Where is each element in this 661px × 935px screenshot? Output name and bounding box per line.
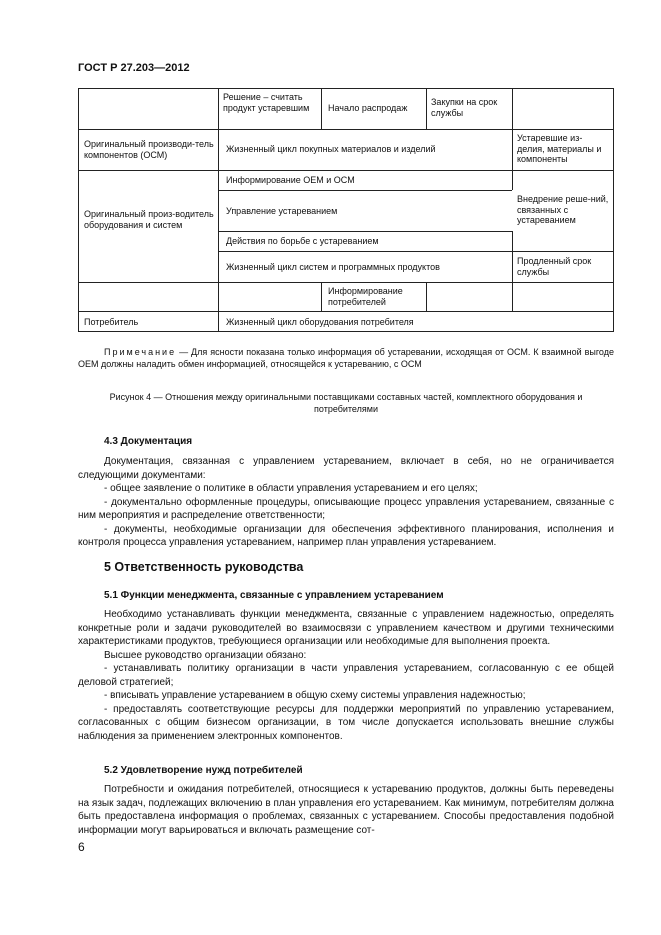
- list-item: - устанавливать политику организации в части управления устареванием, согласованную с ее общей деловой стратегией;: [78, 663, 614, 688]
- cell-consumer: Потребитель: [84, 317, 139, 327]
- section-5-2-body: [78, 783, 614, 837]
- table-line: [426, 88, 427, 129]
- table-line: [321, 88, 322, 129]
- table-line: [78, 88, 614, 89]
- table-line: [218, 251, 614, 252]
- cell-consumer-lifecycle: Жизненный цикл оборудования потребителя: [226, 317, 414, 327]
- table-line: [512, 282, 513, 311]
- table-line: [512, 231, 513, 282]
- table-line: [78, 331, 614, 332]
- cell-oem: Оригинальный произ-водитель оборудования и систем: [84, 209, 214, 230]
- page-number: 6: [78, 840, 85, 854]
- paragraph: Необходимо устанавливать функции менеджмента, связанные с управлением надежностью, определять конкретные роли и задачи руководителей во взаимосвязи с управлением качеством и другими техническими характеристиками продуктов, требующиеся организации или необходимые для выполнения проекта.: [78, 609, 614, 647]
- cell-decision: Решение – считать продукт устаревшим: [223, 92, 310, 113]
- table-line: [218, 88, 219, 332]
- section-heading-5-1: 5.1 Функции менеджмента, связанные с управлением устареванием: [104, 590, 444, 601]
- table-line: [78, 88, 79, 332]
- note-label: Примечание: [104, 347, 177, 357]
- cell-obsolescence-management: Управление устареванием: [226, 206, 338, 216]
- table-line: [321, 282, 322, 311]
- cell-obsolete-items: Устаревшие из-делия, материалы и компоненты: [517, 133, 602, 164]
- section-heading-5-2: 5.2 Удовлетворение нужд потребителей: [104, 765, 303, 776]
- figure-caption: Рисунок 4 — Отношения между оригинальными поставщиками составных частей, комплектного оборудования и потребителями: [109, 392, 583, 414]
- paragraph: Высшее руководство организации обязано:: [104, 649, 307, 661]
- cell-purchased-lifecycle: Жизненный цикл покупных материалов и изделий: [226, 144, 436, 154]
- section-4-3-body: [78, 455, 614, 550]
- table-line: [512, 129, 513, 190]
- cell-lifetime-buy: Закупки на срок службы: [431, 97, 498, 118]
- table-line: [218, 190, 512, 191]
- section-heading-5: 5 Ответственность руководства: [104, 560, 304, 574]
- list-item: - документально оформленные процедуры, описывающие процесс управления устареванием, связанные с ним мероприятия и распределение ответственности;: [78, 496, 614, 521]
- figure-table: [78, 88, 614, 332]
- table-note: [78, 346, 614, 370]
- cell-extended-life: Продленный срок службы: [517, 256, 592, 277]
- table-line: [613, 88, 614, 332]
- table-line: [426, 282, 427, 311]
- cell-ocm: Оригинальный производи-тель компонентов (ОСМ): [84, 139, 214, 160]
- list-item: - вписывать управление устареванием в общую схему системы управления надежностью;: [104, 690, 526, 701]
- document-header: ГОСТ Р 27.203—2012: [78, 62, 190, 74]
- table-line: [512, 88, 513, 129]
- cell-sales-start: Начало распродаж: [328, 103, 408, 113]
- paragraph: Потребности и ожидания потребителей, относящиеся к устареванию продуктов, должны быть переведены на язык задач, подлежащих включению в план управления его устареванием. Как минимум, потребителям должна быть предоставлена информация о проблемах, связанных с устареванием. Способы предоставления подобной информации могут варьироваться и включать размещение сот-: [78, 784, 614, 836]
- list-item: - документы, необходимые организации для обеспечения эффективного планирования, исполнения и контроля процесса управления устареванием, например план управления устареванием.: [78, 523, 614, 548]
- section-5-1-body: [78, 608, 614, 743]
- list-item: - предоставлять соответствующие ресурсы для поддержки мероприятий по управлению устареванием, согласованных с общим бизнесом организации, в том числе допускается использовать внешние службы наблюдения за применением электронных компонентов.: [78, 703, 614, 742]
- note-text: — Для ясности показана только информация об устаревании, исходящая от ОСМ. К взаимной выгоде ОЕМ должны наладить обмен информацией, относящейся к устареванию, с ОСМ: [78, 347, 614, 369]
- cell-solutions: Внедрение реше-ний, связанных с устареванием: [517, 194, 609, 225]
- list-item: - общее заявление о политике в области управления устареванием и его целях;: [104, 483, 478, 494]
- paragraph: Документация, связанная с управлением устареванием, включает в себя, но не ограничивается следующими документами:: [78, 456, 614, 481]
- table-line: [218, 231, 512, 232]
- cell-inform-consumers: Информирование потребителей: [328, 286, 403, 307]
- table-line: [78, 282, 614, 283]
- cell-systems-lifecycle: Жизненный цикл систем и программных продуктов: [226, 262, 440, 272]
- cell-countermeasures: Действия по борьбе с устареванием: [226, 236, 379, 246]
- table-line: [78, 311, 614, 312]
- cell-inform-oem-ocm: Информирование ОЕМ и ОСМ: [226, 175, 355, 185]
- table-line: [78, 170, 614, 171]
- table-line: [78, 129, 614, 130]
- section-heading-4-3: 4.3 Документация: [104, 436, 193, 447]
